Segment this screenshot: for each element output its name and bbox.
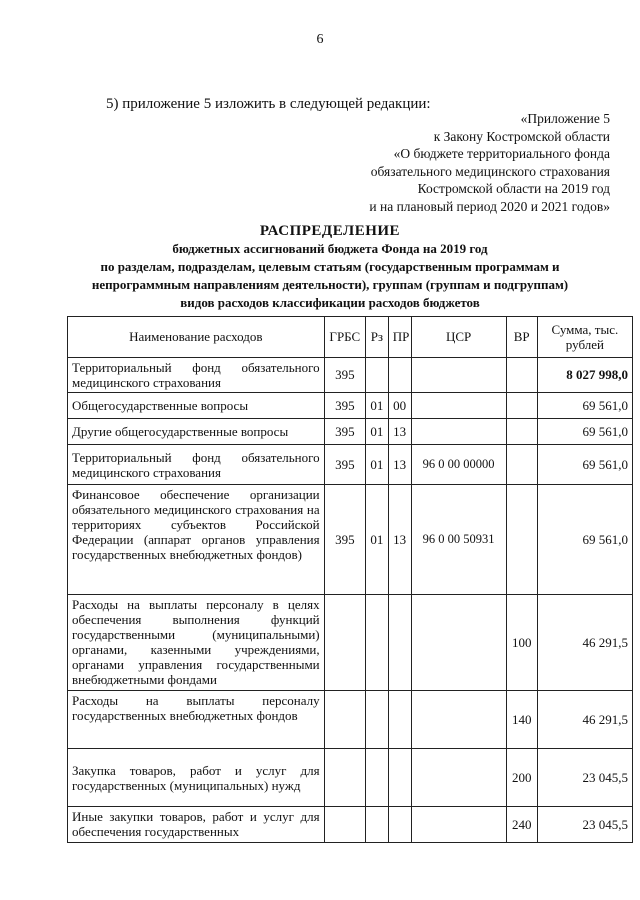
cell-sum: 69 561,0: [537, 445, 632, 485]
cell-rz: [366, 358, 389, 393]
heading-line: видов расходов классификации расходов бюджетов: [180, 295, 480, 310]
cell-rz: [366, 691, 389, 749]
cell-sum: 46 291,5: [537, 691, 632, 749]
cell-pr: [388, 691, 411, 749]
cell-vr: [506, 419, 537, 445]
cell-vr: [506, 445, 537, 485]
cell-vr: 200: [506, 749, 537, 807]
cell-vr: 240: [506, 807, 537, 843]
table-row: [68, 419, 633, 445]
cell-grbs: 395: [324, 393, 365, 419]
table-row: [68, 485, 633, 595]
cell-pr: 13: [388, 419, 411, 445]
appendix-line: к Закону Костромской области: [433, 128, 610, 144]
cell-vr: 100: [506, 595, 537, 691]
cell-rz: 01: [366, 445, 389, 485]
cell-pr: [388, 595, 411, 691]
cell-sum: 8 027 998,0: [537, 358, 632, 393]
header-rz: Рз: [366, 317, 389, 358]
header-vr: ВР: [506, 317, 537, 358]
cell-csr: 96 0 00 50931: [411, 485, 506, 595]
cell-csr: [411, 393, 506, 419]
document-heading: [30, 222, 630, 312]
cell-csr: 96 0 00 00000: [411, 445, 506, 485]
cell-pr: 00: [388, 393, 411, 419]
cell-rz: 01: [366, 419, 389, 445]
cell-grbs: [324, 749, 365, 807]
cell-vr: [506, 358, 537, 393]
cell-vr: 140: [506, 691, 537, 749]
cell-csr: [411, 595, 506, 691]
cell-grbs: 395: [324, 485, 365, 595]
table-row: [68, 393, 633, 419]
header-pr: ПР: [388, 317, 411, 358]
cell-pr: [388, 807, 411, 843]
cell-csr: [411, 749, 506, 807]
heading-line: по разделам, подразделам, целевым статьям (государственным программам и: [100, 259, 560, 274]
header-grbs: ГРБС: [324, 317, 365, 358]
heading-line: бюджетных ассигнований бюджета Фонда на 2019 год: [172, 241, 488, 256]
appendix-line: и на плановый период 2020 и 2021 годов»: [369, 198, 610, 214]
header-sum: Сумма, тыс. рублей: [537, 317, 632, 358]
cell-vr: [506, 393, 537, 419]
header-name: Наименование расходов: [68, 317, 325, 358]
header-csr: ЦСР: [411, 317, 506, 358]
cell-rz: [366, 595, 389, 691]
cell-vr: [506, 485, 537, 595]
table-row: [68, 691, 633, 749]
cell-csr: [411, 419, 506, 445]
cell-grbs: [324, 691, 365, 749]
cell-pr: 13: [388, 485, 411, 595]
cell-name: Расходы на выплаты персоналу государственных внебюджетных фондов: [68, 691, 325, 749]
cell-pr: 13: [388, 445, 411, 485]
cell-name: Территориальный фонд обязательного медицинского страхования: [68, 358, 325, 393]
table-row: [68, 595, 633, 691]
table-header-row: [68, 317, 633, 358]
cell-sum: 69 561,0: [537, 393, 632, 419]
cell-name: Финансовое обеспечение организации обязательного медицинского страхования на территориях субъектов Российской Федерации (аппарат органов управления государственных внебюджетных фондов): [68, 485, 325, 595]
table-row: [68, 807, 633, 843]
cell-pr: [388, 358, 411, 393]
cell-name: Общегосударственные вопросы: [68, 393, 325, 419]
appendix-line: «Приложение 5: [520, 111, 610, 126]
cell-sum: 23 045,5: [537, 749, 632, 807]
cell-name: Расходы на выплаты персоналу в целях обеспечения выполнения функций государственными (муниципальными) органами, казенными учреждениями, органами управления государственными внебюджетными фондами: [68, 595, 325, 691]
cell-grbs: 395: [324, 419, 365, 445]
heading-title: РАСПРЕДЕЛЕНИЕ: [259, 223, 401, 239]
cell-rz: [366, 749, 389, 807]
cell-name: Территориальный фонд обязательного медицинского страхования: [68, 445, 325, 485]
appendix-line: обязательного медицинского страхования: [370, 163, 610, 179]
cell-sum: 69 561,0: [537, 419, 632, 445]
cell-name: Закупка товаров, работ и услуг для государственных (муниципальных) нужд: [68, 749, 325, 807]
cell-csr: [411, 358, 506, 393]
intro-text: 5) приложение 5 изложить в следующей редакции:: [106, 96, 431, 112]
cell-rz: 01: [366, 485, 389, 595]
table-row: [68, 445, 633, 485]
heading-line: непрограммным направлениям деятельности), группам (группам и подгруппам): [91, 277, 569, 292]
cell-grbs: [324, 807, 365, 843]
cell-csr: [411, 691, 506, 749]
cell-grbs: 395: [324, 358, 365, 393]
cell-rz: 01: [366, 393, 389, 419]
appendix-line: «О бюджете территориального фонда: [393, 146, 610, 161]
table-row: [68, 358, 633, 393]
table-row: [68, 749, 633, 807]
cell-name: Другие общегосударственные вопросы: [68, 419, 325, 445]
cell-sum: 23 045,5: [537, 807, 632, 843]
cell-pr: [388, 749, 411, 807]
cell-grbs: 395: [324, 445, 365, 485]
page-number: 6: [316, 32, 324, 47]
cell-sum: 46 291,5: [537, 595, 632, 691]
appendix-reference: [250, 110, 610, 215]
budget-table: [67, 316, 633, 843]
appendix-line: Костромской области на 2019 год: [417, 181, 610, 196]
cell-rz: [366, 807, 389, 843]
cell-sum: 69 561,0: [537, 485, 632, 595]
cell-name: Иные закупки товаров, работ и услуг для обеспечения государственных: [68, 807, 325, 843]
cell-grbs: [324, 595, 365, 691]
cell-csr: [411, 807, 506, 843]
